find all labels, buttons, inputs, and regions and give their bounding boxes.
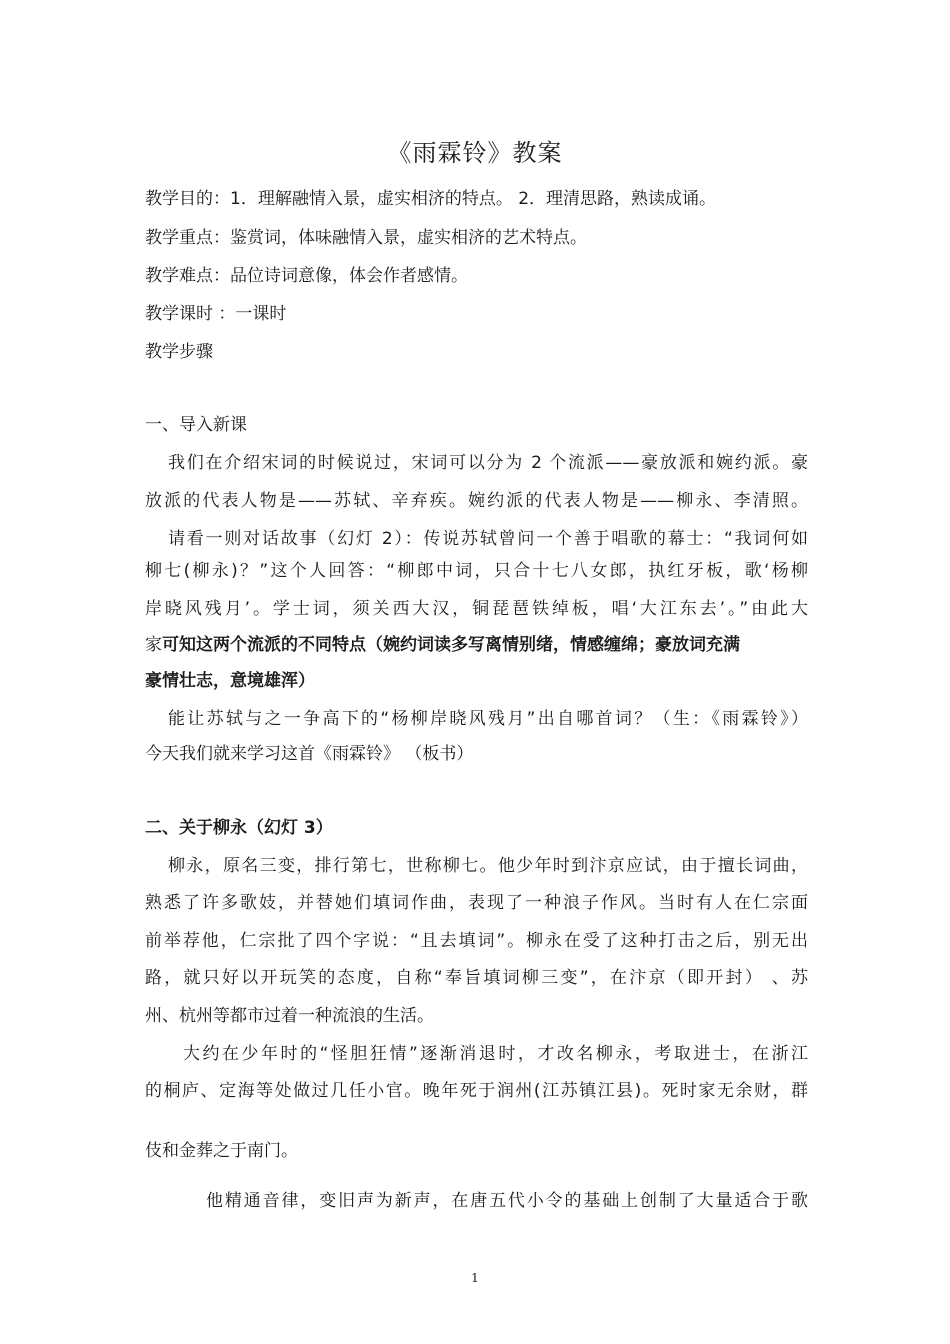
document-title: 《雨霖铃》教案 (387, 139, 563, 167)
section2-p2-line1: 大约在少年时的“怪胆狂情”逐渐消退时，才改名柳永，考取进士，在浙江 (183, 1044, 808, 1064)
section1-p2-line1: 请看一则对话故事（幻灯 2）：传说苏轼曾问一个善于唱歌的幕士：“我词何如 (168, 529, 808, 549)
section2-p1-line5: 州、杭州等都市过着一种流浪的生活。 (145, 1006, 434, 1026)
section1-p2-line2: 柳七(柳永)？”这个人回答：“柳郎中词，只合十七八女郎，执红牙板，歌‘杨柳 (145, 561, 808, 581)
section1-p2-line4 (145, 633, 808, 657)
section1-p2-line3: 岸晓风残月’。学士词，须关西大汉，铜琵琶铁绰板，唱‘大江东去’。”由此大 (145, 599, 808, 619)
section2-p1-line2: 熟悉了许多歌妓，并替她们填词作曲，表现了一种浪子作风。当时有人在仁宗面 (145, 893, 808, 913)
section1-p3-line2: 今天我们就来学习这首《雨霖铃》 （板书） (145, 744, 474, 764)
teaching-focus: 教学重点：鉴赏词，体味融情入景，虚实相济的艺术特点。 (145, 228, 587, 248)
teaching-steps: 教学步骤 (145, 342, 213, 362)
section2-heading: 二、关于柳永（幻灯 3） (145, 818, 333, 838)
page-number: 1 (471, 1271, 479, 1285)
section1-p1-line2: 放派的代表人物是——苏轼、辛弃疾。婉约派的代表人物是——柳永、李清照。 (145, 491, 808, 511)
section1-p2-line4-start: 家 (145, 635, 162, 655)
section1-p1-line1: 我们在介绍宋词的时候说过，宋词可以分为 2 个流派——豪放派和婉约派。豪 (168, 453, 808, 473)
section1-heading: 一、导入新课 (145, 415, 247, 435)
section1-p2-line5: 豪情壮志，意境雄浑） (145, 671, 315, 691)
section2-p2-line3: 伎和金葬之于南门。 (145, 1141, 298, 1161)
teaching-goal: 教学目的：1．理解融情入景，虚实相济的特点。 2．理清思路，熟读成诵。 (145, 189, 717, 209)
section2-p1-line3: 前举荐他，仁宗批了四个字说：“且去填词”。柳永在受了这种打击之后，别无出 (145, 931, 808, 951)
section1-p2-line4-bold: 可知这两个流派的不同特点（婉约词读多写离情别绪，情感缠绵；豪放词充满 (162, 635, 740, 655)
section2-p3-line1: 他精通音律，变旧声为新声，在唐五代小令的基础上创制了大量适合于歌 (206, 1191, 808, 1211)
section1-p3-line1: 能让苏轼与之一争高下的“杨柳岸晓风残月”出自哪首词？（生：《雨霖铃》） (168, 709, 808, 729)
section2-p2-line2: 的桐庐、定海等处做过几任小官。晚年死于润州(江苏镇江县)。死时家无余财，群 (145, 1081, 808, 1101)
section2-p1-line4: 路，就只好以开玩笑的态度，自称“奉旨填词柳三变”，在汴京（即开封） 、苏 (145, 968, 808, 988)
section2-p1-line1: 柳永，原名三变，排行第七，世称柳七。他少年时到汴京应试，由于擅长词曲， (168, 856, 808, 876)
teaching-difficulty: 教学难点：品位诗词意像，体会作者感情。 (145, 266, 468, 286)
teaching-hours: 教学课时 ：一课时 (145, 304, 287, 324)
